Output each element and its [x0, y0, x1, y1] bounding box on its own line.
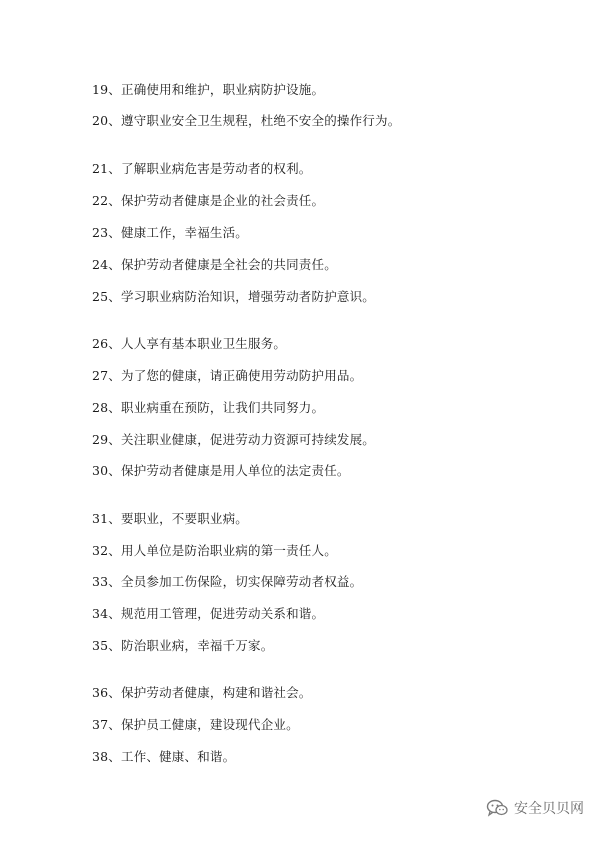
slogan-32: 32、用人单位是防治职业病的第一责任人。	[92, 543, 337, 558]
slogan-37: 37、保护员工健康，建设现代企业。	[92, 717, 299, 732]
watermark	[486, 798, 584, 818]
slogan-26: 26、人人享有基本职业卫生服务。	[92, 336, 287, 351]
slogan-20: 20、遵守职业安全卫生规程，杜绝不安全的操作行为。	[92, 113, 401, 128]
slogan-22: 22、保护劳动者健康是企业的社会责任。	[92, 193, 325, 208]
slogan-24: 24、保护劳动者健康是全社会的共同责任。	[92, 257, 337, 272]
slogan-38: 38、工作、健康、和谐。	[92, 749, 236, 764]
slogan-34: 34、规范用工管理，促进劳动关系和谐。	[92, 606, 325, 621]
slogan-33: 33、全员参加工伤保险，切实保障劳动者权益。	[92, 574, 363, 589]
slogan-35: 35、防治职业病，幸福千万家。	[92, 638, 274, 653]
slogan-27: 27、为了您的健康，请正确使用劳动防护用品。	[92, 368, 363, 383]
slogan-28: 28、职业病重在预防，让我们共同努力。	[92, 400, 325, 415]
slogan-21: 21、了解职业病危害是劳动者的权利。	[92, 161, 312, 176]
watermark-text: 安全贝贝网	[514, 801, 584, 817]
wechat-icon	[486, 799, 508, 817]
slogan-30: 30、保护劳动者健康是用人单位的法定责任。	[92, 463, 350, 478]
slogan-23: 23、健康工作，幸福生活。	[92, 225, 249, 240]
slogan-19: 19、正确使用和维护，职业病防护设施。	[92, 82, 325, 97]
slogan-29: 29、关注职业健康，促进劳动力资源可持续发展。	[92, 432, 376, 447]
slogan-36: 36、保护劳动者健康，构建和谐社会。	[92, 685, 312, 700]
slogan-25: 25、学习职业病防治知识，增强劳动者防护意识。	[92, 289, 376, 304]
slogan-31: 31、要职业，不要职业病。	[92, 511, 249, 526]
